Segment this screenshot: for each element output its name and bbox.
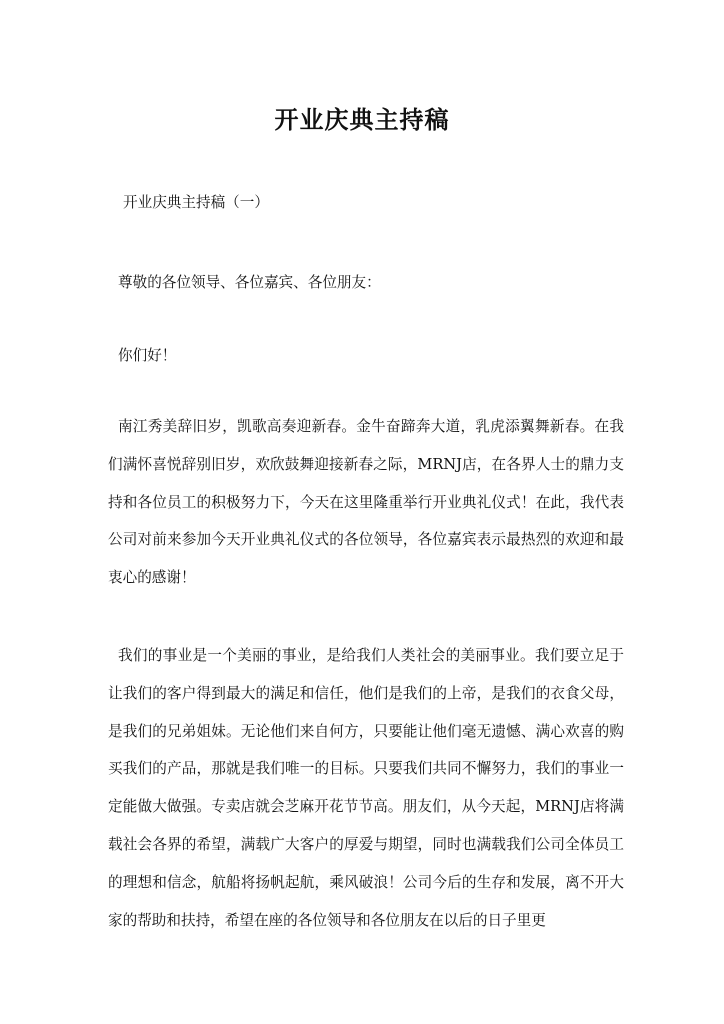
greeting: 你们好！ [118,347,177,364]
paragraph-business: 我们的事业是一个美丽的事业，是给我们人类社会的美丽事业。我们要立足于让我们的客户得到最大的满足和信任，他们是我们的上帝，是我们的衣食父母，是我们的兄弟姐妹。无论他们来自何方，只要能让他们毫无遗憾、满心欢喜的购买我们的产品，那就是我们唯一的目标。只要我们共同不懈努力，我们的事业一定能做大做强。专卖店就会芝麻开花节节高。朋友们，从今天起，MRNJ店将满载社会各界的希望，满载广大客户的厚爱与期望，同时也满载我们公司全体员工的理想和信念，航船将扬帆起航，乘风破浪！公司今后的生存和发展，离不开大家的帮助和扶持，希望在座的各位领导和各位朋友在以后的日子里更 [108,647,624,929]
document-title: 开业庆典主持稿 [274,106,450,134]
salutation: 尊敬的各位领导、各位嘉宾、各位朋友： [118,274,381,291]
document-subtitle: 开业庆典主持稿（一） [123,194,269,211]
paragraph-opening: 南江秀美辞旧岁，凯歌高奏迎新春。金牛奋蹄奔大道，乳虎添翼舞新春。在我们满怀喜悦辞别旧岁，欢欣鼓舞迎接新春之际，MRNJ店，在各界人士的鼎力支持和各位员工的积极努力下，今天在这里隆重举行开业典礼仪式！在此，我代表公司对前来参加今天开业典礼仪式的各位领导，各位嘉宾表示最热烈的欢迎和最衷心的感谢！ [108,418,624,587]
